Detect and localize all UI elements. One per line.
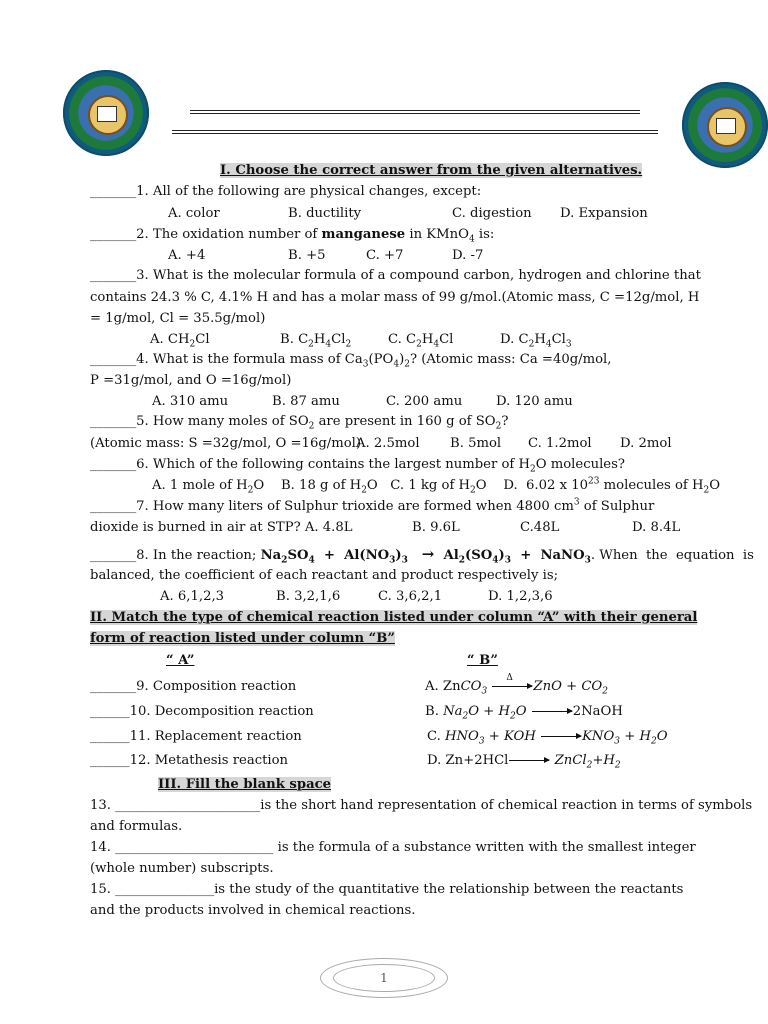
question-8-line2: balanced, the coefficient of each reactant and product respectively is;: [90, 568, 559, 583]
question-4-line2: P =31g/mol, and O =16g/mol): [90, 373, 292, 388]
page-number: 1: [333, 964, 435, 992]
section1-heading: I. Choose the correct answer from the given alternatives.: [220, 163, 643, 178]
match-item-10: ______10. Decomposition reaction: [90, 704, 314, 719]
match-option-a: A. ZnCO$_3$ Δ ZnO + $CO_2$: [425, 673, 608, 697]
school-logo-left: [63, 70, 149, 156]
q7-option-c: C.48L: [520, 520, 560, 535]
q7-option-d: D. 8.4L: [632, 520, 681, 535]
question-3-line1: _______3. What is the molecular formula of a compound carbon, hydrogen and chlorine that: [90, 268, 701, 283]
q3-option-c: C. $C_2H_4Cl$: [388, 332, 454, 350]
q2-option-b: B. +5: [288, 248, 326, 263]
q4-option-b: B. 87 amu: [272, 394, 340, 409]
question-4-line1: _______4. What is the formula mass of $Ca_3(PO_4)_2$? (Atomic mass: Ca =40g/mol,: [90, 352, 612, 370]
q1-option-d: D. Expansion: [560, 206, 648, 221]
q3-option-a: A. $CH_2Cl$: [150, 332, 210, 350]
header-rule-bottom-2: [172, 133, 658, 134]
match-item-9: _______9. Composition reaction: [90, 679, 297, 694]
q8-option-c: C. 3,6,2,1: [378, 589, 443, 604]
q2-option-d: D. -7: [452, 248, 484, 263]
question-3-line3: = 1g/mol, Cl = 35.5g/mol): [90, 311, 266, 326]
match-option-d: D. Zn+2HCl $ZnCl_2+H_2$: [427, 753, 621, 771]
q8-option-b: B. 3,2,1,6: [276, 589, 341, 604]
question-5-line2: (Atomic mass: S =32g/mol, O =16g/mol): [90, 436, 362, 451]
question-7-line1: _______7. How many liters of Sulphur trioxide are formed when 4800 $cm^3$ of Sulphur: [90, 497, 655, 514]
question-14-line1: 14. ________________________ is the formula of a substance written with the smallest integer: [90, 840, 696, 855]
q1-option-a: A. color: [168, 206, 220, 221]
column-b-header: “ B”: [467, 653, 498, 668]
q5-option-c: C. 1.2mol: [528, 436, 592, 451]
heat-arrow-icon: Δ: [492, 686, 532, 687]
column-a-header: “ A”: [166, 653, 195, 668]
match-item-12: ______12. Metathesis reaction: [90, 753, 289, 768]
q5-option-b: B. 5mol: [450, 436, 502, 451]
page-number-badge: [320, 958, 448, 998]
question-8-line1: _______8. In the reaction; $Na_2SO_4 + Al(NO_3)_3$ → $Al_2(SO_4)_3$ + NaNO$_3$. When the equation is: [90, 545, 754, 566]
q1-option-c: C. digestion: [452, 206, 532, 221]
question-1: _______1. All of the following are physical changes, except:: [90, 184, 482, 199]
section2-heading-line2: form of reaction listed under column “B”: [90, 631, 395, 646]
q6-options: A. 1 mole of $H_2O$ B. 18 g of $H_2O$ C. 1 kg of $H_2O$ D. 6.02 x $10^{23}$ molecules of $H_2O$: [152, 476, 721, 496]
q8-option-d: D. 1,2,3,6: [488, 589, 553, 604]
q5-option-a: A. 2.5mol: [356, 436, 420, 451]
question-2: _______2. The oxidation number of manganese in KMnO$_4$ is:: [90, 227, 495, 245]
question-14-line2: (whole number) subscripts.: [90, 861, 274, 876]
match-option-b: B. $Na_2O + H_2O$ 2NaOH: [425, 704, 623, 722]
q3-option-d: D. $C_2H_4Cl_3$: [500, 332, 572, 350]
header-rule-top-2: [190, 113, 640, 114]
question-6: _______6. Which of the following contains the largest number of $H_2O$ molecules?: [90, 457, 625, 475]
q4-option-d: D. 120 amu: [496, 394, 573, 409]
q1-option-b: B. ductility: [288, 206, 362, 221]
section3-heading: III. Fill the blank space: [158, 777, 332, 792]
q2-option-a: A. +4: [168, 248, 206, 263]
section2-heading-line1: II. Match the type of chemical reaction listed under column “A” with their general: [90, 610, 698, 625]
q4-option-c: C. 200 amu: [386, 394, 463, 409]
question-13-line1: 13. ______________________is the short hand representation of chemical reaction in terms of symbols: [90, 798, 753, 813]
header-rule-bottom: [172, 130, 658, 131]
q7-option-b: B. 9.6L: [412, 520, 460, 535]
arrow-icon: [509, 760, 549, 761]
match-option-c: C. $HNO_3$ + KOH $KNO_3 + H_2O$: [427, 729, 668, 747]
question-3-line2: contains 24.3 % C, 4.1% H and has a molar mass of 99 g/mol.(Atomic mass, C =12g/mol, H: [90, 290, 700, 305]
question-15-line2: and the products involved in chemical reactions.: [90, 903, 416, 918]
school-logo-right: [682, 82, 768, 168]
arrow-icon: [532, 711, 572, 712]
question-15-line1: 15. _______________is the study of the quantitative the relationship between the reactants: [90, 882, 684, 897]
q4-option-a: A. 310 amu: [152, 394, 229, 409]
question-5-line1: _______5. How many moles of $SO_2$ are present in 160 g of $SO_2$?: [90, 414, 509, 432]
arrow-icon: [541, 736, 581, 737]
match-item-11: ______11. Replacement reaction: [90, 729, 302, 744]
question-13-line2: and formulas.: [90, 819, 183, 834]
question-7-line2: dioxide is burned in air at STP? A. 4.8L: [90, 520, 353, 535]
q3-option-b: B. $C_2H_4Cl_2$: [280, 332, 352, 350]
q2-option-c: C. +7: [366, 248, 404, 263]
q8-option-a: A. 6,1,2,3: [160, 589, 225, 604]
header-rule-top: [190, 110, 640, 111]
q5-option-d: D. 2mol: [620, 436, 672, 451]
